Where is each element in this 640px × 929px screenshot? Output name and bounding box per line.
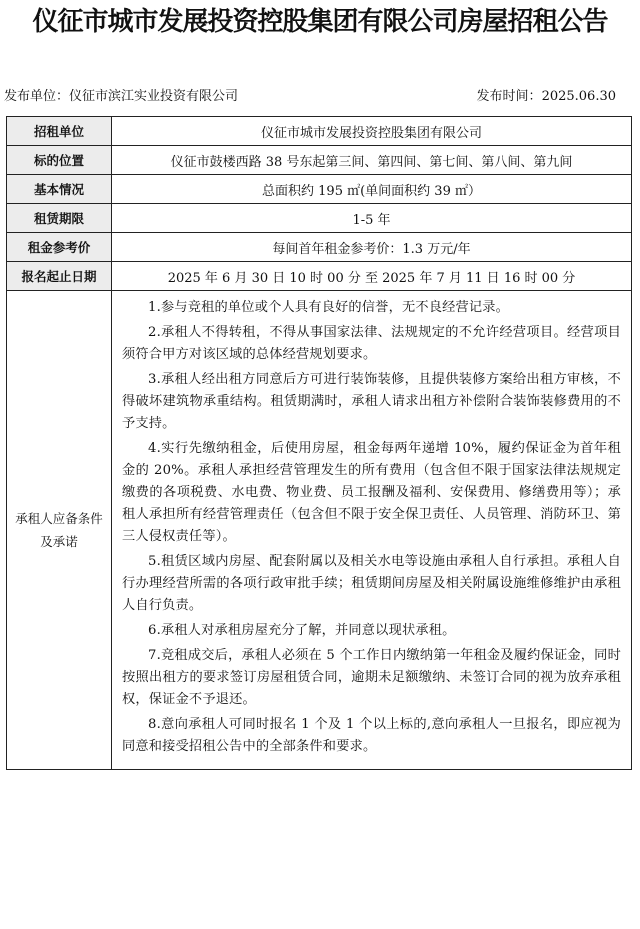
table-row (7, 175, 632, 204)
condition-clause: 6.承租人对承租房屋充分了解，并同意以现状承租。 (148, 623, 456, 638)
condition-clause: 8.意向承租人可同时报名 1 个及 1 个以上标的,意向承租人一旦报名，即应视为同意和接受招租公告中的全部条件和要求。 (122, 717, 621, 754)
date-label: 发布时间： (476, 89, 542, 104)
publish-date: 2025.06.30 (541, 89, 616, 104)
condition-clause: 5.租赁区域内房屋、配套附属以及相关水电等设施由承租人自行承担。承租人自行办理经营所需的各项行政审批手续；租赁期间房屋及相关附属设施维修维护由承租人自行负责。 (122, 554, 621, 613)
row-label: 报名起止日期 (7, 262, 112, 291)
condition-clause: 7.竞租成交后，承租人必须在 5 个工作日内缴纳第一年租金及履约保证金，同时按照出租方的要求签订房屋租赁合同，逾期未足额缴纳、未签订合同的视为放弃承租权，保证金不予退还。 (122, 648, 621, 707)
publisher-label: 发布单位： (4, 89, 70, 104)
row-label: 租金参考价 (7, 233, 112, 262)
row-label: 租赁期限 (7, 204, 112, 233)
row-value: 2025 年 6 月 30 日 10 时 00 分 至 2025 年 7 月 11 日 16 时 00 分 (112, 262, 632, 291)
table-row (7, 204, 632, 233)
row-value: 1-5 年 (112, 204, 632, 233)
condition-clause: 3.承租人经出租方同意后方可进行装饰装修，且提供装修方案给出租方审核，不得破坏建筑物承重结构。租赁期满时，承租人请求出租方补偿附合装饰装修费用的不予支持。 (122, 372, 621, 431)
row-label: 基本情况 (7, 175, 112, 204)
conditions-text (112, 291, 632, 770)
conditions-label-line: 承租人应备条件 (15, 511, 103, 526)
table-row (7, 262, 632, 291)
table-row (7, 146, 632, 175)
conditions-label (7, 291, 112, 770)
row-value: 仪征市鼓楼西路 38 号东起第三间、第四间、第七间、第八间、第九间 (112, 146, 632, 175)
publisher-name: 仪征市滨江实业投资有限公司 (69, 89, 239, 104)
row-value: 总面积约 195 ㎡(单间面积约 39 ㎡） (112, 175, 632, 204)
condition-clause: 1.参与竞租的单位或个人具有良好的信誉，无不良经营记录。 (148, 300, 510, 315)
tender-table (6, 116, 632, 770)
row-value: 仪征市城市发展投资控股集团有限公司 (112, 117, 632, 146)
row-value: 每间首年租金参考价：1.3 万元/年 (112, 233, 632, 262)
table-row (7, 233, 632, 262)
date-line (477, 88, 616, 106)
row-label: 标的位置 (7, 146, 112, 175)
document-title: 仪征市城市发展投资控股集团有限公司房屋招租公告 (32, 7, 608, 37)
condition-clause: 4.实行先缴纳租金，后使用房屋，租金每两年递增 10%，履约保证金为首年租金的 20%。承租人承担经营管理发生的所有费用（包含但不限于国家法律法规规定缴费的各项税费、水电费、物业费、员工报酬及福利、安保费用、修缮费用等）；承租人承担所有经营管理责任（包含但不限于安全保卫责任、人员管理、消防环卫、第三人侵权责任等）。 (122, 441, 621, 544)
condition-clause: 2.承租人不得转租，不得从事国家法律、法规规定的不允许经营项目。经营项目须符合甲方对该区域的总体经营规划要求。 (122, 325, 621, 362)
conditions-row (7, 291, 632, 770)
publisher-line (4, 88, 238, 106)
row-label: 招租单位 (7, 117, 112, 146)
conditions-label-line: 及承诺 (40, 534, 78, 549)
table-row (7, 117, 632, 146)
